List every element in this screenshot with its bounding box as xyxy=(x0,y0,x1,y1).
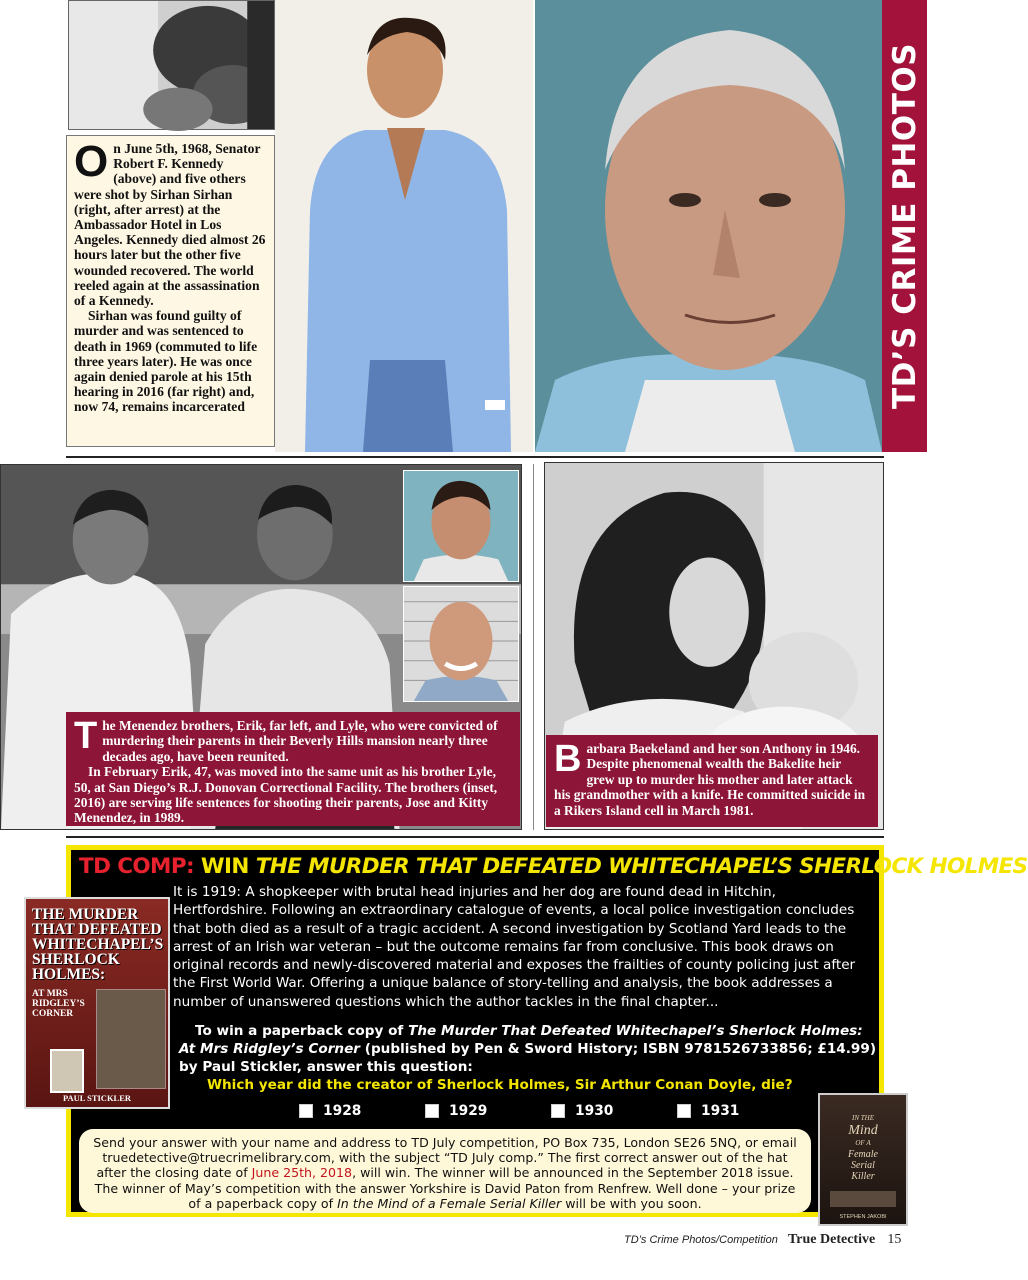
dropcap: T xyxy=(74,715,98,757)
cover-title-line: SHERLOCK xyxy=(32,951,120,968)
caption-paragraph: In February Erik, 47, was moved into the same unit as his brother Lyle, 50, at San Diego’s R.J. Donovan Correctional Facility. The brothers (inset, 2016) are serving life sentences for shooting their parents, Jose and Kitty Menendez, in 1989. xyxy=(74,764,498,826)
checkbox[interactable] xyxy=(551,1104,565,1118)
caption-paragraph: Sirhan was found guilty of murder and was sentenced to death in 1969 (commuted to life three years later). He was once again denied parole at his 15th hearing in 2016 (far right) and, now 74, remains incarcerated xyxy=(74,308,258,415)
cover-title-line: WHITECHAPEL’S xyxy=(32,936,164,953)
cover-title-line: OF A xyxy=(855,1139,871,1147)
cover-author: PAUL STICKLER xyxy=(62,1093,132,1103)
side-banner xyxy=(882,0,927,452)
competition-win: WIN xyxy=(200,854,249,879)
cover-title-line: IN THE xyxy=(852,1114,874,1122)
competition-instructions: To win a paperback copy of The Murder That Defeated Whitechapel’s Sherlock Holmes: At Mrs Ridgley’s Corner (published by Pen & Sword History; ISBN 9781526733856; £14.99) by Paul Stickler, answer this question: xyxy=(179,1023,877,1075)
cover-title-line: HOLMES: xyxy=(32,966,106,983)
photo-inset-lyle xyxy=(403,470,519,582)
book-cover-whitechapel xyxy=(24,897,170,1109)
divider xyxy=(66,836,884,838)
dropcap: O xyxy=(74,137,109,186)
cover-title-line: THAT DEFEATED xyxy=(32,921,162,938)
photo-inset-erik xyxy=(403,586,519,702)
photo-kennedy-shooting xyxy=(68,0,275,130)
divider xyxy=(66,456,884,458)
option-1931[interactable]: 1931 xyxy=(677,1103,803,1119)
closing-date: June 25th, 2018 xyxy=(251,1165,353,1181)
competition-question: Which year did the creator of Sherlock Holmes, Sir Arthur Conan Doyle, die? xyxy=(207,1077,793,1093)
cover-author: STEPHEN JAKOBI xyxy=(839,1214,887,1220)
photo-sirhan-parole xyxy=(535,0,882,452)
competition-book-title: THE MURDER THAT DEFEATED WHITECHAPEL’S SHERLOCK HOLMES xyxy=(255,854,1028,879)
cover-title-line: Serial xyxy=(851,1160,875,1171)
cover-title-line: Killer xyxy=(851,1171,875,1182)
caption-baekeland xyxy=(546,735,878,827)
checkbox[interactable] xyxy=(299,1104,313,1118)
caption-paragraph: arbara Baekeland and her son Anthony in 1946. Despite phenomenal wealth the Bakelite heir grew up to murder his mother and later attack his grandmother with a knife. He committed suicide in a Rikers Island cell in March 1981. xyxy=(554,741,866,818)
option-1928[interactable]: 1928 xyxy=(299,1103,425,1119)
cover-title-line: Female xyxy=(848,1149,878,1160)
option-1929[interactable]: 1929 xyxy=(425,1103,551,1119)
cover-subtitle-line: RIDGLEY’S xyxy=(32,999,85,1009)
option-1930[interactable]: 1930 xyxy=(551,1103,677,1119)
checkbox[interactable] xyxy=(677,1104,691,1118)
competition-title xyxy=(79,854,1028,879)
dropcap: B xyxy=(554,738,582,780)
caption-menendez xyxy=(66,712,520,826)
competition-label: TD COMP: xyxy=(79,854,195,879)
competition-description: It is 1919: A shopkeeper with brutal head injuries and her dog are found dead in Hitchin, Hertfordshire. Following an extraordinary catalogue of events, a local police investigation concludes that both died as a result of a tragic accident. A second investigation by Scotland Yard leads to the arrest of an Irish war veteran – but the outcome remains far from conclusive. This book draws on original records and newly-discovered material and exposes the frailties of county policing just after the First World War. Offering a unique balance of story-telling and analysis, the book addresses a number of unanswered questions which the author tackles in the final chapter... xyxy=(173,884,856,1010)
cover-subtitle-line: CORNER xyxy=(32,1009,74,1019)
caption-rfk xyxy=(66,135,275,447)
cover-title-line: THE MURDER xyxy=(32,906,139,923)
photo-sirhan-arrest xyxy=(275,0,533,452)
cover-title-line: Mind xyxy=(848,1123,878,1138)
side-banner-title: TD’S CRIME PHOTOS xyxy=(886,42,923,410)
entry-instructions: Send your answer with your name and address to TD July competition, PO Box 735, London SE26 5NQ, or email truedetective@truecrimelibrary.com, with the subject “TD July comp.” The first correct answer out of the hat after the closing date of June 25th, 2018, will win. The winner will be announced in the September 2018 issue. The winner of May’s competition with the answer Yorkshire is David Paton from Renfrew. Well done – your prize of a paperback copy of In the Mind of a Female Serial Killer will be with you soon. xyxy=(79,1129,811,1213)
book-cover-female-serial-killer xyxy=(818,1093,908,1226)
previous-prize-title: In the Mind of a Female Serial Killer xyxy=(337,1195,562,1211)
footer-magazine: True Detective xyxy=(788,1232,876,1247)
page-number: 15 xyxy=(887,1232,902,1247)
caption-paragraph: n June 5th, 1968, Senator Robert F. Kennedy (above) and five others were shot by Sirhan Sirhan (right, after arrest) at the Ambassador Hotel in Los Angeles. Kennedy died almost 26 hours later but the other five wounded recovered. The world reeled again at the assassination of a Kennedy. xyxy=(74,141,266,309)
answer-options xyxy=(299,1103,803,1119)
page-footer xyxy=(624,1232,901,1248)
cover-subtitle-line: AT MRS xyxy=(32,989,68,999)
caption-paragraph: he Menendez brothers, Erik, far left, and Lyle, who were convicted of murdering their parents in their Beverly Hills mansion nearly three decades ago, have been reunited. xyxy=(102,718,498,764)
competition-book-full-title: The Murder That Defeated Whitechapel’s Sherlock Holmes: At Mrs Ridgley’s Corner xyxy=(179,1023,863,1057)
divider xyxy=(533,464,534,830)
footer-section: TD’s Crime Photos/Competition xyxy=(624,1234,778,1246)
checkbox[interactable] xyxy=(425,1104,439,1118)
